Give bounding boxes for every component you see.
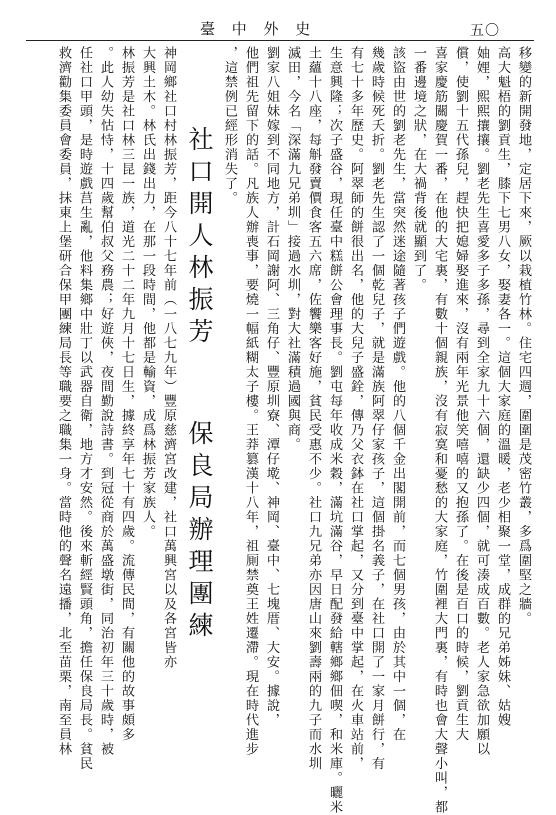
text-column: 林振芳是社口林三昆一族，道光二十二年九月十七日生，據終享年七十有四歲。流傳民間，有關他的故事頗多	[119, 46, 134, 742]
text-column: 妯娌，熙熙攘攘。劉老先生喜愛多子多孫，尋到全家九十六個，還缺少四個，就可湊成百數。老人家急欲加願以	[474, 46, 489, 757]
text-column: 任社口甲頭，是時遊戲莒生亂，他料集鄉中壯丁以武器自衛，地方才安然。後來斬經賢頭角，擔任保良局長。貧民	[77, 46, 92, 771]
text-column: 一番邊境之狀，在大禍背後就顯到了。	[411, 46, 426, 293]
section-title-line: 社口開人林振芳	[185, 126, 214, 350]
running-title: 臺 中 外 史	[200, 20, 317, 38]
text-column: ，這禁例已經形消失了。	[222, 46, 237, 206]
section-title	[179, 46, 219, 758]
text-column: 。此人幼失怙恃，十四歲幫伯叔父務農；好遊俠，夜間勤說詩書。到冠從商於萬盛墩街，同治初年三十歲時，被	[98, 46, 113, 757]
vertical-text-body	[22, 46, 534, 815]
text-column: 該盜由世的劉老先生，當突然迷途隨著孩子們遊戲。他的八個千金出閣開前，而七個男孩，由於其中一個，在	[390, 46, 405, 742]
text-column: 生意興隆；次子盛谷，現任臺中糕餅公會理事長。劉屯每年收成米穀，滿坑滿谷，早日配發給轄鄉鄉佃喫，和米庫。曬米	[327, 46, 342, 815]
text-column: 大興土木。林氏出錢出力，在那一段時間，他都是輸資，成爲林振芳家族人。	[140, 46, 155, 539]
text-column: 有七十多年歷史。阿翠師的餅很出名，他的大兒子盛銓，傳乃父衣鉢在社口掌起，又分到臺中掌起，在火車站前，	[348, 46, 363, 771]
text-column: 救濟勸集委員會委員，抹東上堡研合保甲團練局長等職要之職集一身。當時他的聲名遠播，北至苗栗，南至員林	[56, 46, 71, 757]
header-rule	[26, 40, 534, 41]
page-number: 五〇	[470, 23, 500, 39]
text-column: 他們祖先留下的話。凡族人辦喪事，要燒一幅紙糊太子樓。王莽篡漢十八年，祖厠禁奠王姓遷滯。現在時代進步	[243, 46, 258, 757]
text-column: 土蘊十八座，每斛發賣價食客五六席，佐饗樂客好施，貧民受惠不少。社口九兄弟亦因唐山來劉壽兩的九子而水圳	[306, 46, 321, 771]
text-column: 幾歲時候死夭折。劉老先生認了一個乾兒子，就是滿族阿翠仔家孩子，這個掛名義子，在社口開了一家月餅行，有	[369, 46, 384, 771]
text-column: 高大魁梧的劉貢生，膝下七男八女，娶妻各一。這個大家庭的溫暖，老少相聚一堂，成群的兄弟姊妹、姑嫂	[495, 46, 510, 728]
section-title-line: 保良局辦理團練	[185, 420, 214, 644]
text-column: 喜家慶筋關慶賀一番，在他的大宅裏，有數十個親族，沒有寂寞和憂愁的大家庭，竹圍裡大門裏，有時也會大聲小叫，都	[432, 46, 447, 815]
page-header	[0, 8, 556, 42]
text-column: 神岡鄉社口村林振芳，距今八十七年前（一八七九年）豐原慈濟宮改建，社口萬興宮以及各宮皆亦	[161, 46, 176, 670]
text-column: 移變的新開發地，定居下來，厥以栽植竹林。住宅四週，圍圍是茂密竹叢，多爲圍堅之牆。	[516, 46, 531, 626]
text-column: 償，使劉十五代孫兒，趕快把媳婦娶進來，沒有兩年光景他笑嘻嘻的又抱孫了。在後是百口的時候，劉貢生大	[453, 46, 468, 742]
text-column: 滅田，今名「深滿九兄弟圳」接過水圳，對大社滿積過國與商。	[285, 46, 300, 452]
text-column: 劉家八姐妹嫁到不同地方，計石岡謝阿、三角仔、豐原圳寮、潭仔墘、神岡、臺中、七塊厝、大安。據說，	[264, 46, 279, 728]
